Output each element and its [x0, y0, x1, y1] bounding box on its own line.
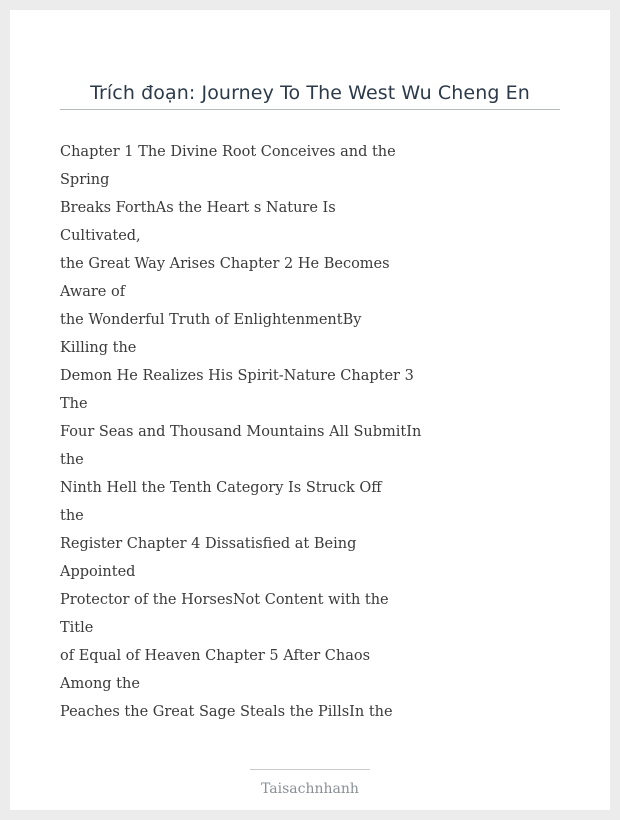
text-line: Chapter 1 The Divine Root Conceives and the — [60, 144, 396, 160]
text-line: Ninth Hell the Tenth Category Is Struck Off — [60, 480, 382, 496]
text-line: Breaks ForthAs the Heart s Nature Is — [60, 200, 336, 216]
text-line: Cultivated, — [60, 228, 141, 244]
text-line: the Wonderful Truth of EnlightenmentBy — [60, 312, 362, 328]
text-line: Register Chapter 4 Dissatisfied at Being — [60, 536, 357, 552]
text-line: The — [60, 396, 88, 412]
text-line: the — [60, 508, 84, 524]
text-line: Demon He Realizes His Spirit-Nature Chapter 3 — [60, 368, 414, 384]
footer-source: Taisachnhanh — [261, 781, 359, 797]
text-line: Appointed — [60, 564, 136, 580]
footer-divider — [250, 769, 370, 770]
document-page — [10, 10, 610, 810]
text-line: the — [60, 452, 84, 468]
text-line: Aware of — [60, 284, 126, 300]
text-line: Title — [60, 620, 94, 636]
text-line: Protector of the HorsesNot Content with the — [60, 592, 389, 608]
text-line: of Equal of Heaven Chapter 5 After Chaos — [60, 648, 371, 664]
text-line: Four Seas and Thousand Mountains All SubmitIn — [60, 424, 422, 440]
text-line: Spring — [60, 172, 110, 188]
text-line: Peaches the Great Sage Steals the PillsIn the — [60, 704, 393, 720]
title-divider — [60, 109, 560, 110]
text-line: the Great Way Arises Chapter 2 He Becomes — [60, 256, 390, 272]
excerpt-body — [60, 138, 420, 726]
document-title: Trích đoạn: Journey To The West Wu Cheng En — [90, 82, 530, 104]
text-line: Killing the — [60, 340, 137, 356]
text-line: Among the — [60, 676, 140, 692]
